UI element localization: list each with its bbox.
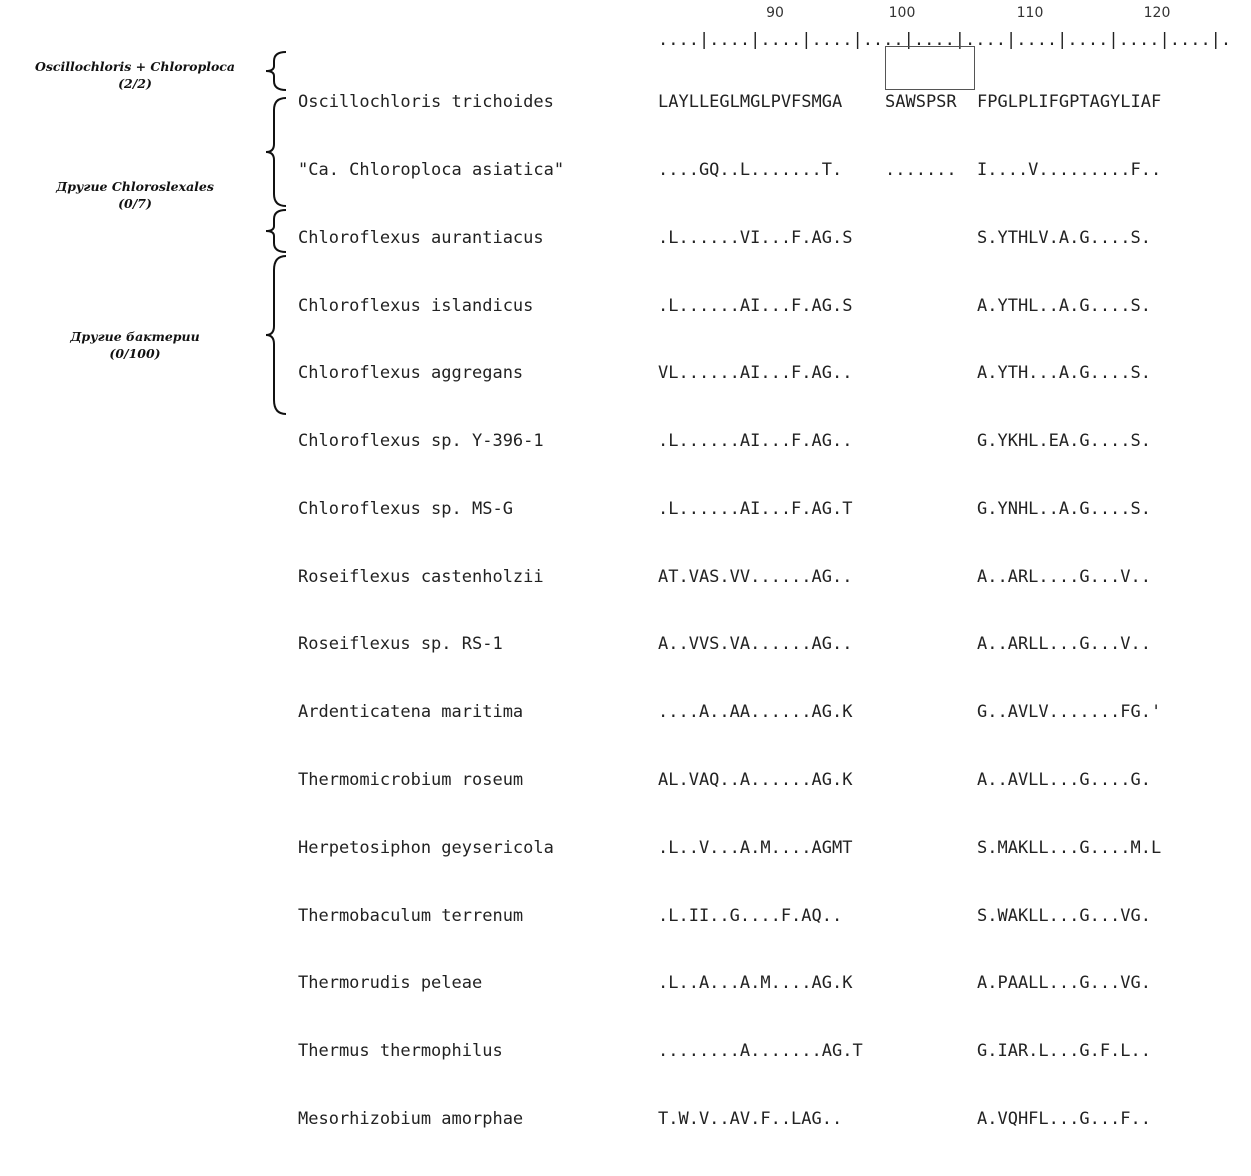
group-name: Другие Chloroslexales xyxy=(56,179,214,194)
sequence-segment: G..AVLV.......FG.' xyxy=(977,702,1162,723)
organism-name: Chloroflexus sp. MS-G xyxy=(298,498,513,519)
sequence-segment: T.W.V..AV.F..LAG.. xyxy=(658,1108,843,1129)
sequence-segment: AT.VAS.VV......AG.. xyxy=(658,566,853,587)
sequence-segment: A..VVS.VA......AG.. xyxy=(658,634,853,655)
organism-name: Roseiflexus sp. RS-1 xyxy=(298,634,503,655)
sequence-right-column xyxy=(977,46,1161,1176)
sequence-segment: S.MAKLL...G....M.L xyxy=(977,837,1162,858)
organism-name: Chloroflexus aurantiacus xyxy=(298,227,544,248)
sequence-segment: A.VQHFL...G...F.. xyxy=(977,1108,1151,1129)
ruler-number-100: 100 xyxy=(888,5,916,21)
ruler-number-90: 90 xyxy=(766,5,784,21)
organism-name-column xyxy=(298,46,564,1176)
group-brace xyxy=(262,208,292,254)
sequence-motif-column xyxy=(885,46,957,227)
group-count: (2/2) xyxy=(118,76,152,91)
organism-name: Thermobaculum terrenum xyxy=(298,905,524,926)
organism-name: Roseiflexus castenholzii xyxy=(298,566,544,587)
ruler-tick-marks: ....|....|....|....|....|....|....|....|....|....|....|. xyxy=(658,30,1232,50)
ruler-number-120: 120 xyxy=(1143,5,1171,21)
group-label-oscillochloris xyxy=(10,58,260,92)
organism-name: Ardenticatena maritima xyxy=(298,702,524,723)
sequence-segment: .L..A...A.M....AG.K xyxy=(658,973,853,994)
sequence-segment: G.YNHL..A.G....S. xyxy=(977,498,1151,519)
sequence-segment: AL.VAQ..A......AG.K xyxy=(658,770,853,790)
ruler-number-110: 110 xyxy=(1016,5,1044,21)
organism-name: Chloroflexus sp. Y-396-1 xyxy=(298,431,544,452)
motif-segment: SAWSPSR xyxy=(885,92,957,113)
group-brace xyxy=(262,96,292,208)
group-count: (0/100) xyxy=(109,346,161,361)
group-name: Oscillochloris + Chloroploca xyxy=(34,59,236,74)
position-ruler xyxy=(658,5,1232,50)
sequence-segment: ........A.......AG.T xyxy=(658,1041,863,1062)
organism-name: Thermomicrobium roseum xyxy=(298,770,524,790)
sequence-segment: I....V.........F.. xyxy=(977,159,1162,180)
sequence-segment: S.WAKLL...G...VG. xyxy=(977,905,1151,926)
group-brace xyxy=(262,50,292,92)
sequence-segment: .L......VI...F.AG.S xyxy=(658,227,853,248)
organism-name: Oscillochloris trichoides xyxy=(298,92,554,113)
sequence-segment: .L......AI...F.AG.S xyxy=(658,295,853,316)
organism-name: Herpetosiphon geysericola xyxy=(298,837,554,858)
sequence-segment: S.YTHLV.A.G....S. xyxy=(977,227,1151,248)
sequence-segment: A..ARL....G...V.. xyxy=(977,566,1151,587)
sequence-segment: ....GQ..L.......T. xyxy=(658,159,843,180)
group-count: (0/7) xyxy=(118,196,152,211)
sequence-segment: A.PAALL...G...VG. xyxy=(977,973,1151,994)
sequence-segment: .L.II..G....F.AQ.. xyxy=(658,905,843,926)
group-label-other-chloroflexales xyxy=(10,178,260,212)
sequence-segment: .L......AI...F.AG.. xyxy=(658,431,853,452)
sequence-segment: VL......AI...F.AG.. xyxy=(658,363,853,384)
motif-segment: ....... xyxy=(885,159,957,180)
organism-name: Chloroflexus aggregans xyxy=(298,363,524,384)
sequence-segment: A..ARLL...G...V.. xyxy=(977,634,1151,655)
sequence-segment: A.YTH...A.G....S. xyxy=(977,363,1151,384)
sequence-segment: ....A..AA......AG.K xyxy=(658,702,853,723)
sequence-segment: LAYLLEGLMGLPVFSMGA xyxy=(658,92,843,113)
sequence-segment: .L..V...A.M....AGMT xyxy=(658,837,853,858)
sequence-segment: A.YTHL..A.G....S. xyxy=(977,295,1151,316)
sequence-segment: FPGLPLIFGPTAGYLIAF xyxy=(977,92,1162,113)
organism-name: Chloroflexus islandicus xyxy=(298,295,534,316)
organism-name: Mesorhizobium amorphae xyxy=(298,1108,524,1129)
sequence-segment: G.YKHL.EA.G....S. xyxy=(977,431,1151,452)
sequence-segment: A..AVLL...G....G. xyxy=(977,770,1151,790)
sequence-left-column xyxy=(658,46,863,1176)
organism-name: Thermus thermophilus xyxy=(298,1041,503,1062)
group-label-other-bacteria xyxy=(10,328,260,362)
group-name: Другие бактерии xyxy=(70,329,200,344)
organism-name: "Ca. Chloroploca asiatica" xyxy=(298,159,565,180)
sequence-segment: G.IAR.L...G.F.L.. xyxy=(977,1041,1151,1062)
group-brace xyxy=(262,254,292,416)
organism-name: Thermorudis peleae xyxy=(298,973,483,994)
sequence-segment: .L......AI...F.AG.T xyxy=(658,498,853,519)
